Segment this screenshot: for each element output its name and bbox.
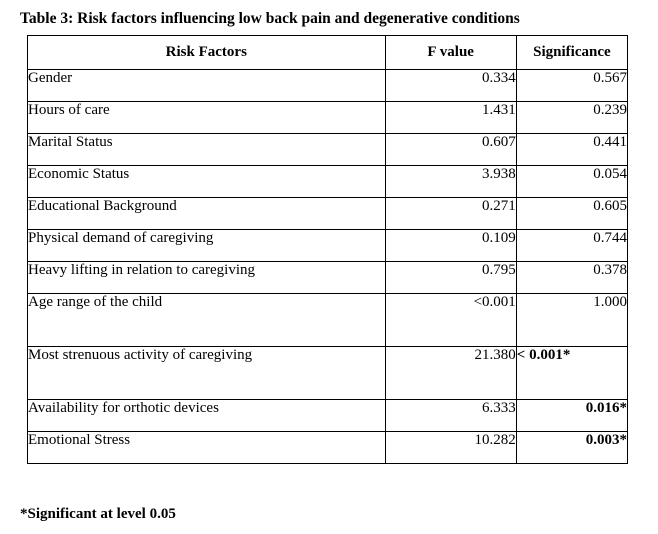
table-row [28,70,628,102]
risk-factor-cell: Hours of care [28,102,386,134]
risk-factor-cell: Emotional Stress [28,432,386,464]
f-value-cell: 21.380 [385,347,516,400]
f-value-cell: 1.431 [385,102,516,134]
f-value-cell: <0.001 [385,294,516,347]
significance-cell: 0.744 [516,230,627,262]
risk-factor-cell: Economic Status [28,166,386,198]
table-caption: Table 3: Risk factors influencing low back pain and degenerative conditions [20,10,520,27]
f-value-cell: 0.109 [385,230,516,262]
header-risk-factors: Risk Factors [28,36,386,70]
significance-cell: 1.000 [516,294,627,347]
risk-factor-cell: Availability for orthotic devices [28,400,386,432]
significance-cell: 0.441 [516,134,627,166]
header-significance: Significance [516,36,627,70]
table-row [28,230,628,262]
table-row [28,102,628,134]
risk-factor-cell: Gender [28,70,386,102]
f-value-cell: 10.282 [385,432,516,464]
table-row [28,198,628,230]
table-row [28,347,628,400]
significance-cell: 0.054 [516,166,627,198]
risk-factor-cell: Marital Status [28,134,386,166]
header-row [28,36,628,70]
f-value-cell: 0.607 [385,134,516,166]
significance-cell: 0.239 [516,102,627,134]
risk-factor-cell: Heavy lifting in relation to caregiving [28,262,386,294]
table-row [28,294,628,347]
f-value-cell: 0.795 [385,262,516,294]
table-row [28,262,628,294]
significance-cell: 0.605 [516,198,627,230]
table-row [28,432,628,464]
significance-cell: 0.378 [516,262,627,294]
risk-factor-cell: Educational Background [28,198,386,230]
significance-cell: 0.016* [516,400,627,432]
table-row [28,166,628,198]
risk-factors-table [27,35,628,464]
significance-footnote: *Significant at level 0.05 [20,506,176,522]
f-value-cell: 6.333 [385,400,516,432]
f-value-cell: 0.334 [385,70,516,102]
header-f-value: F value [385,36,516,70]
table-row [28,400,628,432]
significance-cell: 0.567 [516,70,627,102]
significance-cell: 0.003* [516,432,627,464]
significance-cell: < 0.001* [516,347,627,400]
risk-factor-cell: Most strenuous activity of caregiving [28,347,386,400]
f-value-cell: 0.271 [385,198,516,230]
table-row [28,134,628,166]
risk-factor-cell: Physical demand of caregiving [28,230,386,262]
risk-factor-cell: Age range of the child [28,294,386,347]
f-value-cell: 3.938 [385,166,516,198]
